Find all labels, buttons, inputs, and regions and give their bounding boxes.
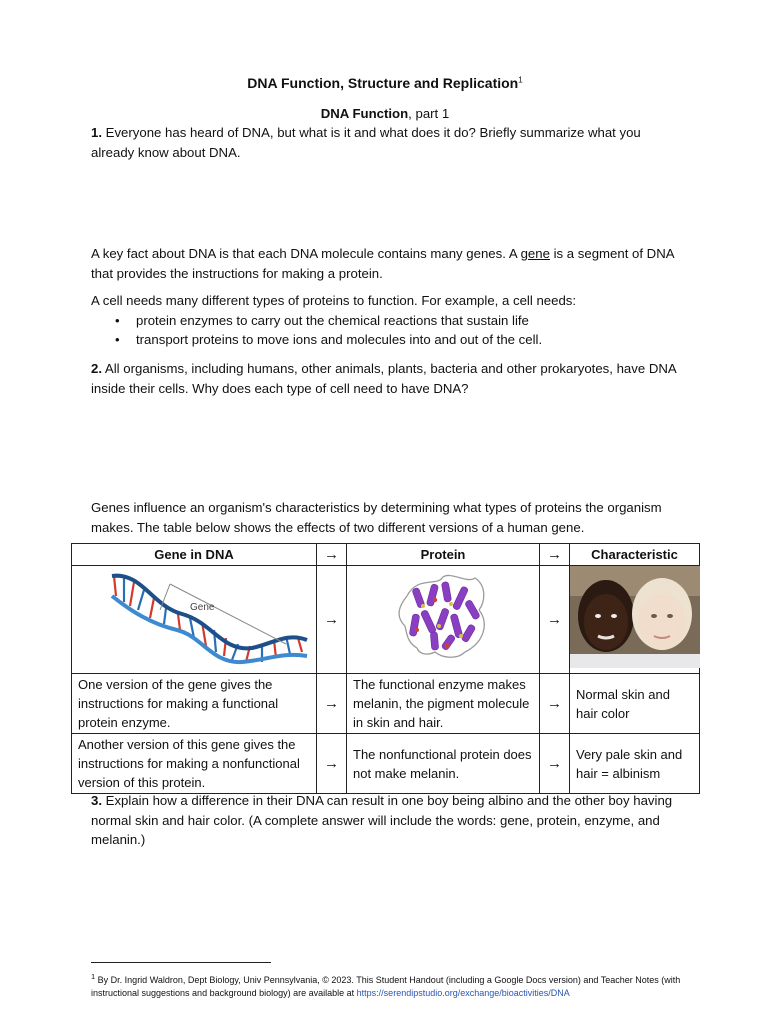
protein-structure-illustration [347, 566, 540, 668]
arrow-cell: → [317, 566, 347, 674]
row-2-protein: The nonfunctional protein does not make melanin. [347, 734, 540, 794]
row-1-protein: The functional enzyme makes melanin, the pigment molecule in skin and hair. [347, 674, 540, 734]
header-characteristic: Characteristic [570, 544, 700, 566]
gene-image-label: Gene [190, 602, 215, 613]
arrow-cell: → [317, 674, 347, 734]
row-2-gene: Another version of this gene gives the instructions for making a nonfunctional version of this protein. [72, 734, 317, 794]
row-1-gene: One version of the gene gives the instructions for making a functional protein enzyme. [72, 674, 317, 734]
header-protein: Protein [347, 544, 540, 566]
row-1-characteristic: Normal skin and hair color [570, 674, 700, 734]
table-row [72, 674, 700, 734]
list-item: • transport proteins to move ions and molecules into and out of the cell. [91, 330, 681, 350]
question-3-number: 3. [91, 793, 102, 808]
footnote-text: By Dr. Ingrid Waldron, Dept Biology, Univ Pennsylvania, © 2023. This Student Handout (including a Google Docs version) and Teacher Notes (with instructional suggestions and background biology) are available at [91, 975, 681, 998]
arrow-cell: → [540, 734, 570, 794]
question-2 [91, 359, 681, 398]
gene-table [71, 543, 700, 794]
header-gene: Gene in DNA [72, 544, 317, 566]
row-2-characteristic: Very pale skin and hair = albinism [570, 734, 700, 794]
question-1 [91, 123, 681, 162]
cell-needs-intro: A cell needs many different types of proteins to function. For example, a cell needs: [91, 293, 577, 308]
title-footnote-mark: 1 [518, 75, 523, 85]
arrow-cell: → [540, 674, 570, 734]
document-title [0, 75, 770, 91]
dna-helix-illustration [72, 566, 317, 668]
table-row [72, 734, 700, 794]
cell-needs-block [91, 291, 681, 350]
section-heading [0, 106, 770, 121]
question-3-text: Explain how a difference in their DNA can result in one boy being albino and the other boy having normal skin and hair color. (A complete answer will include the words: gene, protein, enzyme, and melanin.) [91, 793, 673, 847]
footnote-link[interactable]: https://serendipstudio.org/exchange/bioactivities/DNA [356, 988, 570, 998]
key-fact-term: gene [520, 246, 550, 261]
question-2-text: All organisms, including humans, other animals, plants, bacteria and other prokaryotes, have DNA inside their cells. Why does each type of cell need to have DNA? [91, 361, 676, 396]
boys-photo [570, 566, 700, 674]
arrow-cell: → [540, 566, 570, 674]
footnote [91, 970, 711, 1000]
two-boys-photo [570, 566, 700, 668]
question-1-number: 1. [91, 125, 102, 140]
list-item: • protein enzymes to carry out the chemical reactions that sustain life [91, 311, 681, 331]
section-heading-rest: , part 1 [408, 106, 450, 121]
protein-image [347, 566, 540, 674]
cell-needs-list [91, 311, 681, 350]
title-text: DNA Function, Structure and Replication [247, 75, 519, 91]
question-3 [91, 791, 681, 850]
section-heading-bold: DNA Function [320, 106, 409, 121]
header-arrow: → [317, 544, 347, 566]
key-fact-after: is a segment of DNA that provides the instructions for making a protein. [91, 246, 674, 281]
header-arrow: → [540, 544, 570, 566]
question-2-number: 2. [91, 361, 102, 376]
dna-helix-image [72, 566, 317, 674]
table-header-row [72, 544, 700, 566]
table-image-row [72, 566, 700, 674]
key-fact-before: A key fact about DNA is that each DNA molecule contains many genes. A [91, 246, 521, 261]
arrow-cell: → [317, 734, 347, 794]
genes-intro-paragraph: Genes influence an organism's characteristics by determining what types of proteins the organism makes. The table below shows the effects of two different versions of a human gene. [91, 500, 662, 535]
footnote-separator [91, 962, 271, 963]
key-fact-paragraph [91, 244, 681, 283]
footnote-mark: 1 [91, 972, 96, 981]
question-1-text: Everyone has heard of DNA, but what is it and what does it do? Briefly summarize what you already know about DNA. [91, 125, 641, 160]
